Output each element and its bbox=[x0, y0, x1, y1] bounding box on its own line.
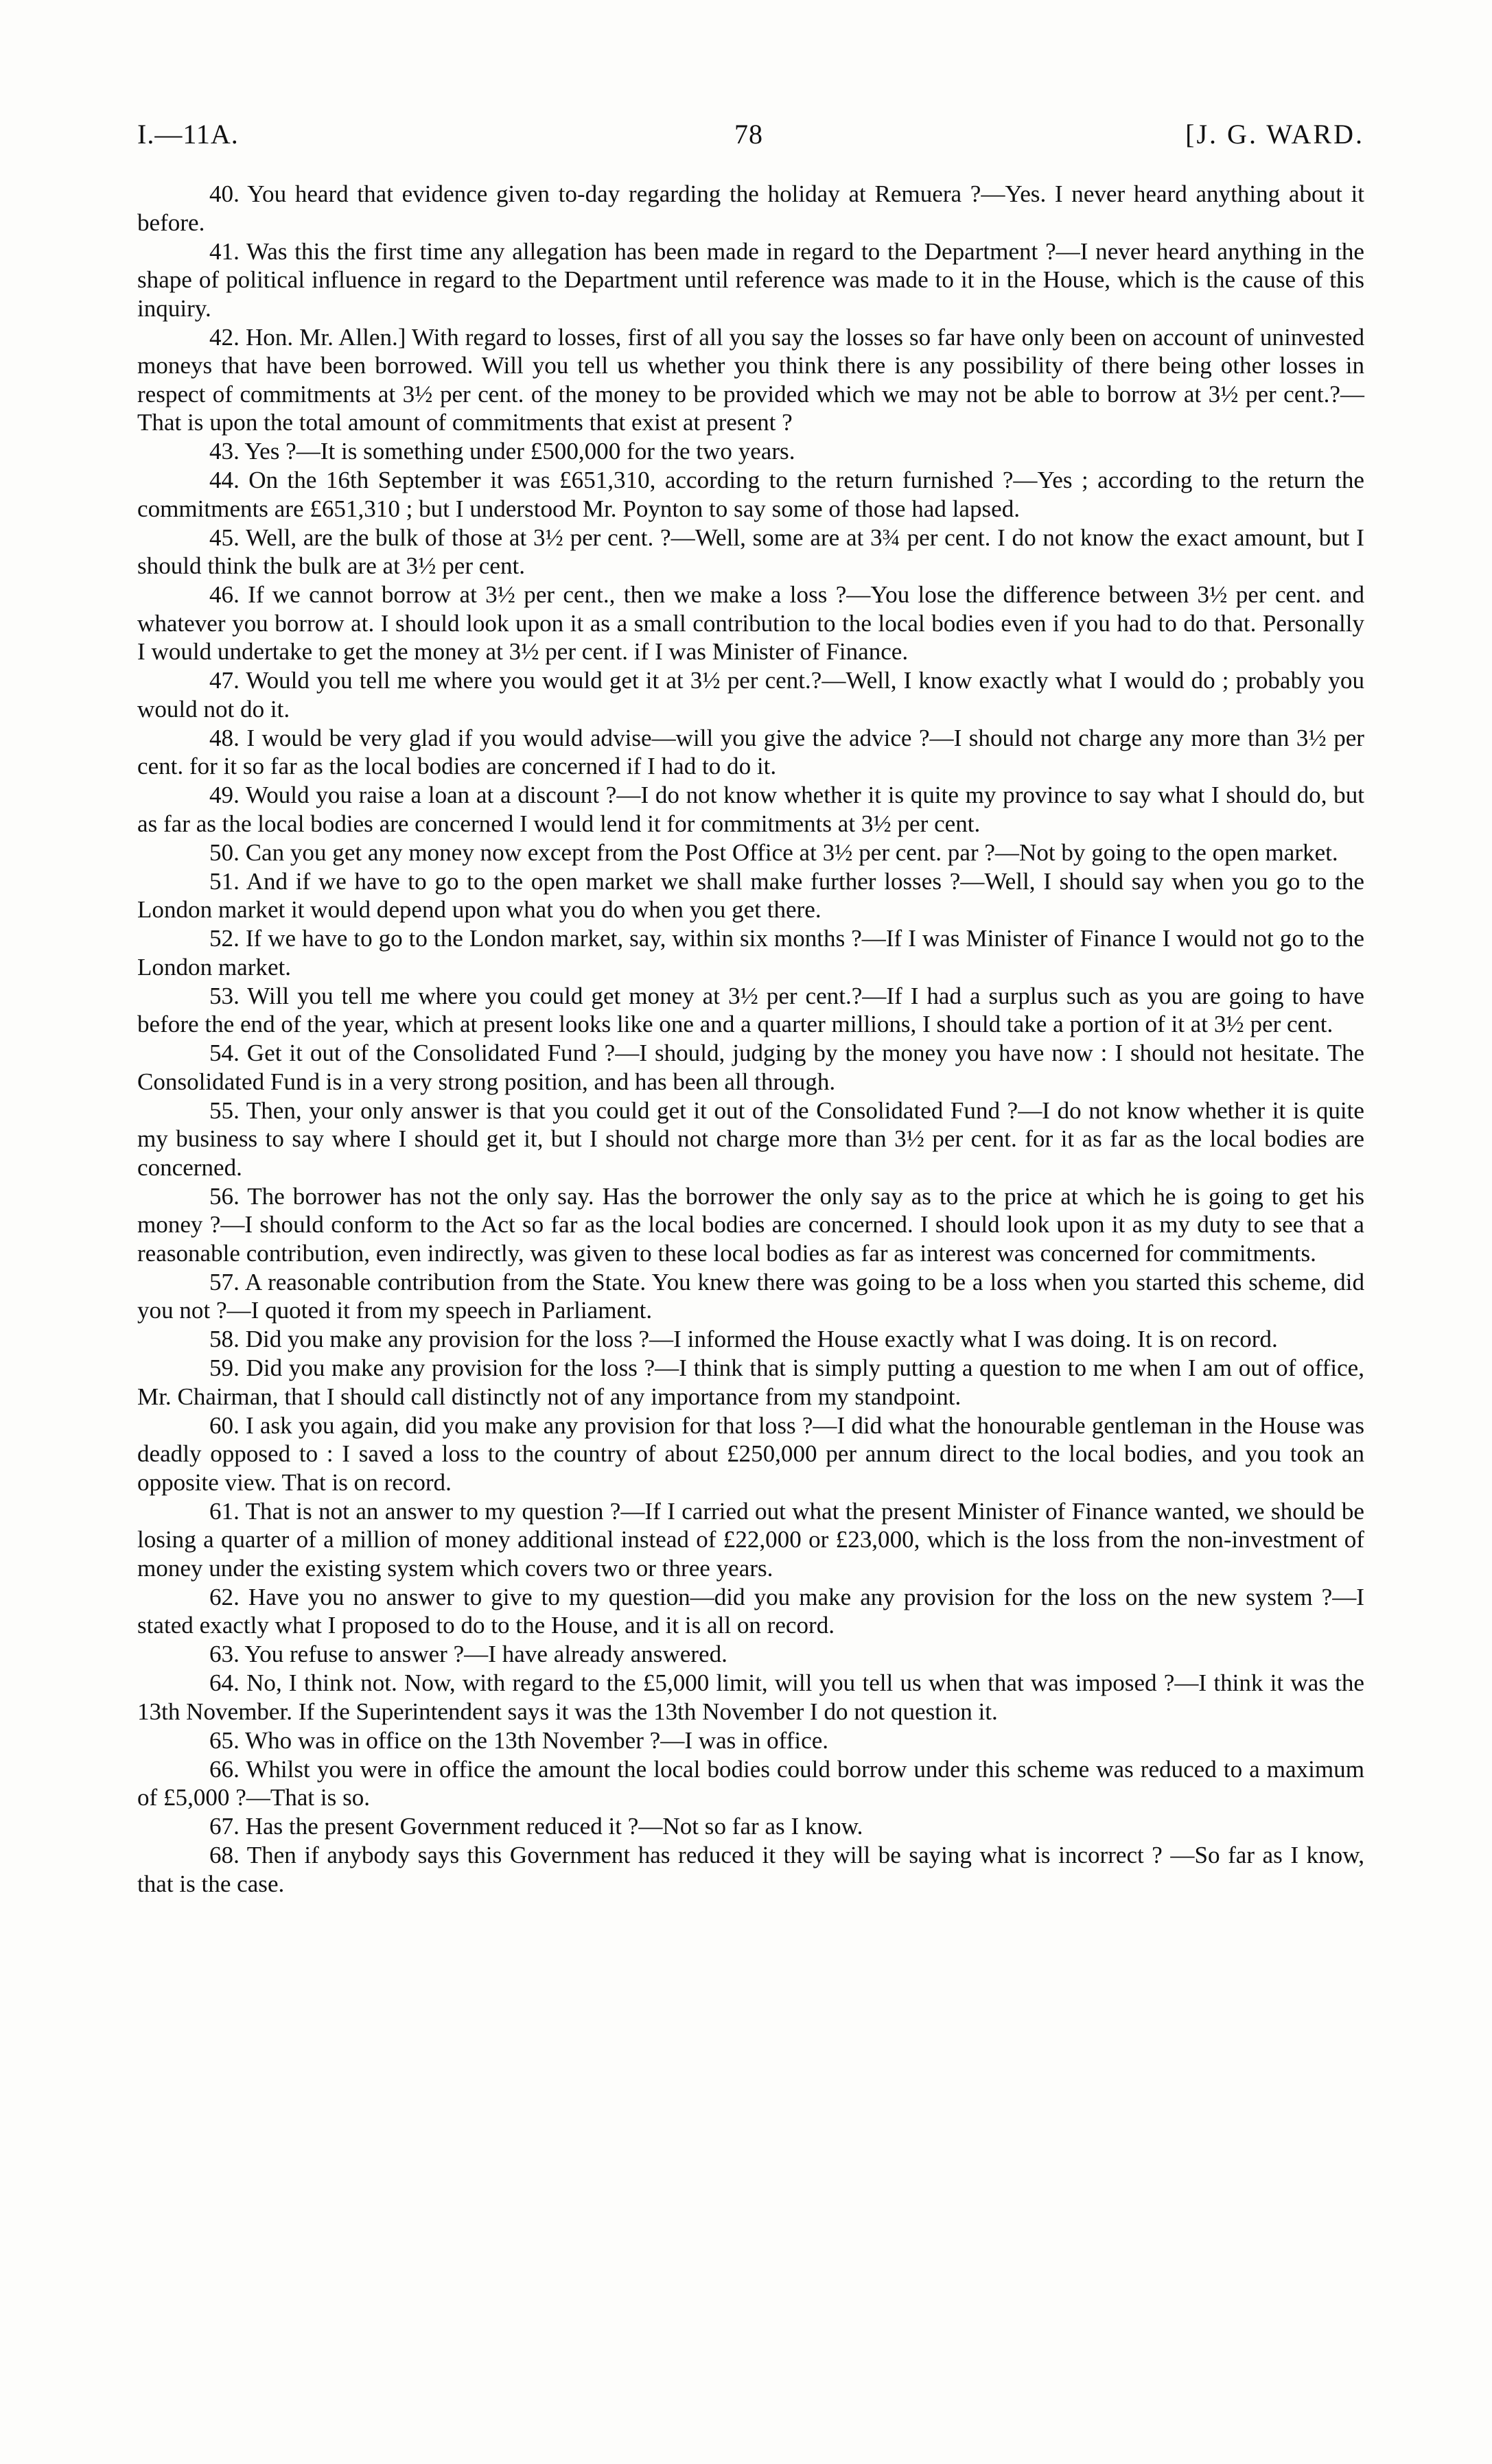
testimony-body bbox=[137, 180, 1364, 1898]
question-paragraph: 68. Then if anybody says this Government has reduced it they will be saying what is incorrect ? —So far as I know, that is the case. bbox=[137, 1842, 1364, 1897]
question-paragraph: 48. I would be very glad if you would advise—will you give the advice ?—I should not charge any more than 3½ per cent. for it so far as the local bodies are concerned if I had to do it. bbox=[137, 724, 1364, 779]
question-paragraph: 62. Have you no answer to give to my question—did you make any provision for the loss on the new system ?—I stated exactly what I proposed to do to the House, and it is all on record. bbox=[137, 1583, 1364, 1639]
question-paragraph: 60. I ask you again, did you make any provision for that loss ?—I did what the honourable gentleman in the House was deadly opposed to : I saved a loss to the country of about £250,000 per annum direct to the local bodies, and you took an opposite view. That is on record. bbox=[137, 1411, 1364, 1496]
witness-name: [J. G. WARD. bbox=[1185, 119, 1364, 150]
question-paragraph: 63. You refuse to answer ?—I have already answered. bbox=[209, 1641, 727, 1667]
question-paragraph: 51. And if we have to go to the open market we shall make further losses ?—Well, I should say when you go to the London market it would depend upon what you do when you get there. bbox=[137, 867, 1364, 923]
question-paragraph: 47. Would you tell me where you would get it at 3½ per cent.?—Well, I know exactly what I would do ; probably you would not do it. bbox=[137, 667, 1364, 723]
question-paragraph: 45. Well, are the bulk of those at 3½ per cent. ?—Well, some are at 3¾ per cent. I do not know the exact amount, but I should think the bulk are at 3½ per cent. bbox=[137, 524, 1364, 579]
question-paragraph: 65. Who was in office on the 13th November ?—I was in office. bbox=[209, 1726, 829, 1754]
page-number: 78 bbox=[734, 119, 763, 150]
question-paragraph: 64. No, I think not. Now, with regard to the £5,000 limit, will you tell us when that was imposed ?—I think it was the 13th November. If the Superintendent says it was the 13th November I do not question it. bbox=[137, 1669, 1364, 1725]
question-paragraph: 66. Whilst you were in office the amount the local bodies could borrow under this scheme was reduced to a maximum of £5,000 ?—That is so. bbox=[137, 1755, 1364, 1811]
question-paragraph: 42. Hon. Mr. Allen.] With regard to losses, first of all you say the losses so far have only been on account of uninvested moneys that have been borrowed. Will you tell us whether you think there is any possibility of there being other losses in respect of commitments at 3½ per cent. of the money to be provided which we may not be able to borrow at 3½ per cent.?—That is upon the total amount of commitments that exist at present ? bbox=[137, 323, 1364, 436]
question-paragraph: 41. Was this the first time any allegation has been made in regard to the Department ?—I never heard anything in the shape of political influence in regard to the Department until reference was made to it in the House, which is the cause of this inquiry. bbox=[137, 237, 1364, 322]
page-reference: I.—11A. bbox=[137, 119, 239, 150]
question-paragraph: 44. On the 16th September it was £651,310, according to the return furnished ?—Yes ; according to the return the commitments are £651,310 ; but I understood Mr. Poynton to say some of those had lapsed. bbox=[137, 467, 1364, 522]
question-paragraph: 46. If we cannot borrow at 3½ per cent., then we make a loss ?—You lose the difference between 3½ per cent. and whatever you borrow at. I should look upon it as a small contribution to the local bodies even if you had to do that. Personally I would undertake to get the money at 3½ per cent. if I was Minister of Finance. bbox=[137, 581, 1364, 665]
question-paragraph: 57. A reasonable contribution from the State. You knew there was going to be a loss when you started this scheme, did you not ?—I quoted it from my speech in Parliament. bbox=[137, 1268, 1364, 1324]
question-paragraph: 58. Did you make any provision for the loss ?—I informed the House exactly what I was doing. It is on record. bbox=[209, 1326, 1278, 1352]
question-paragraph: 67. Has the present Government reduced it ?—Not so far as I know. bbox=[209, 1813, 863, 1840]
question-paragraph: 59. Did you make any provision for the loss ?—I think that is simply putting a question to me when I am out of office, Mr. Chairman, that I should call distinctly not of any importance from my standpoint. bbox=[137, 1354, 1364, 1410]
question-paragraph: 43. Yes ?—It is something under £500,000 for the two years. bbox=[209, 438, 795, 465]
question-paragraph: 52. If we have to go to the London market, say, within six months ?—If I was Minister of Finance I would not go to the London market. bbox=[137, 925, 1364, 981]
question-paragraph: 54. Get it out of the Consolidated Fund ?—I should, judging by the money you have now : I should not hesitate. The Consolidated Fund is in a very strong position, and has been all through. bbox=[137, 1040, 1364, 1095]
question-paragraph: 53. Will you tell me where you could get money at 3½ per cent.?—If I had a surplus such as you are going to have before the end of the year, which at present looks like one and a quarter millions, I should take a portion of it at 3½ per cent. bbox=[137, 982, 1364, 1037]
question-paragraph: 40. You heard that evidence given to-day regarding the holiday at Remuera ?—Yes. I never heard anything about it before. bbox=[137, 180, 1364, 236]
question-paragraph: 56. The borrower has not the only say. Has the borrower the only say as to the price at which he is going to get his money ?—I should conform to the Act so far as the local bodies are concerned. I should look upon it as my duty to see that a reasonable contribution, even indirectly, was given to these local bodies as far as interest was concerned for commitments. bbox=[137, 1182, 1364, 1267]
question-paragraph: 49. Would you raise a loan at a discount ?—I do not know whether it is quite my province to say what I should do, but as far as the local bodies are concerned I would lend it for commitments at 3½ per cent. bbox=[137, 782, 1364, 837]
question-paragraph: 61. That is not an answer to my question ?—If I carried out what the present Minister of Finance wanted, we should be losing a quarter of a million of money additional instead of £22,000 or £23,000, which is the loss from the non-investment of money under the existing system which covers two or three years. bbox=[137, 1497, 1364, 1582]
question-paragraph: 55. Then, your only answer is that you could get it out of the Consolidated Fund ?—I do not know whether it is quite my business to say where I should get it, but I should not charge more than 3½ per cent. for it as far as the local bodies are concerned. bbox=[137, 1096, 1364, 1181]
question-paragraph: 50. Can you get any money now except from the Post Office at 3½ per cent. par ?—Not by going to the open market. bbox=[209, 838, 1338, 866]
